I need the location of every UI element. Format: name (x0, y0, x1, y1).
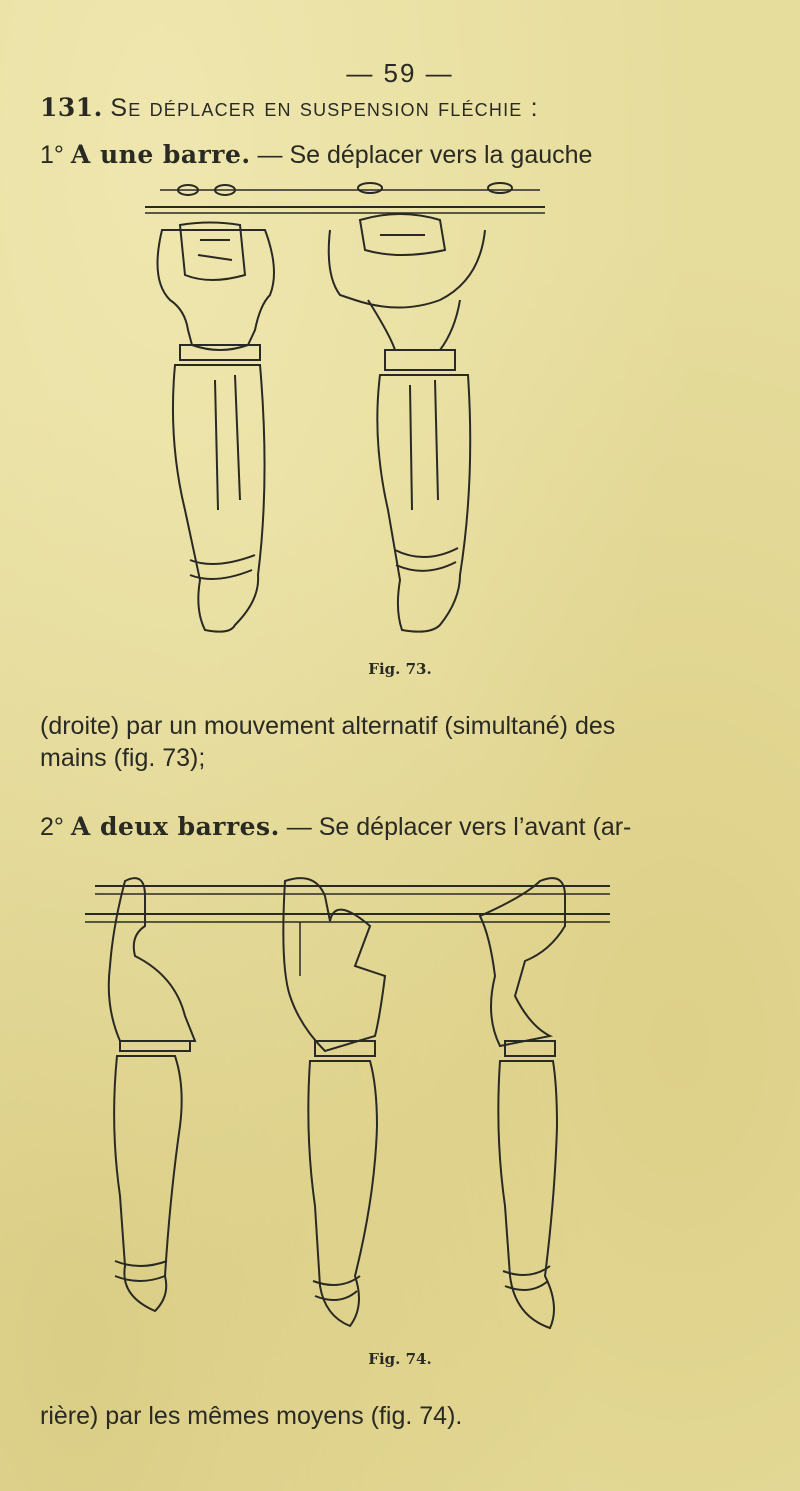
item-2-title: A deux barres. (70, 812, 280, 841)
section-number: 131. (40, 93, 103, 122)
paragraph-1-line-2: mains (fig. 73); (40, 744, 206, 772)
item-1-text: — Se déplacer vers la gauche (257, 141, 593, 169)
figure-73-caption: Fig. 73. (368, 660, 432, 678)
item-1-title: A une barre. (70, 140, 251, 169)
item-2-text: — Se déplacer vers l’avant (ar- (286, 813, 632, 841)
item-1-prefix: 1° (40, 141, 64, 169)
section-heading (40, 93, 780, 123)
item-2-line (40, 812, 760, 842)
item-2-prefix: 2° (40, 813, 64, 841)
section-title: Se déplacer en suspension fléchie : (110, 94, 539, 122)
figure-74-caption: Fig. 74. (368, 1350, 432, 1368)
paragraph-1-line-1: (droite) par un mouvement alternatif (simultané) des (40, 712, 616, 740)
figure-74-illustration (85, 866, 615, 1336)
paragraph-2-line-1: rière) par les mêmes moyens (fig. 74). (40, 1402, 463, 1430)
figure-73-illustration (140, 180, 560, 640)
item-1-line (40, 140, 760, 170)
page-number: — 59 — (346, 58, 454, 88)
